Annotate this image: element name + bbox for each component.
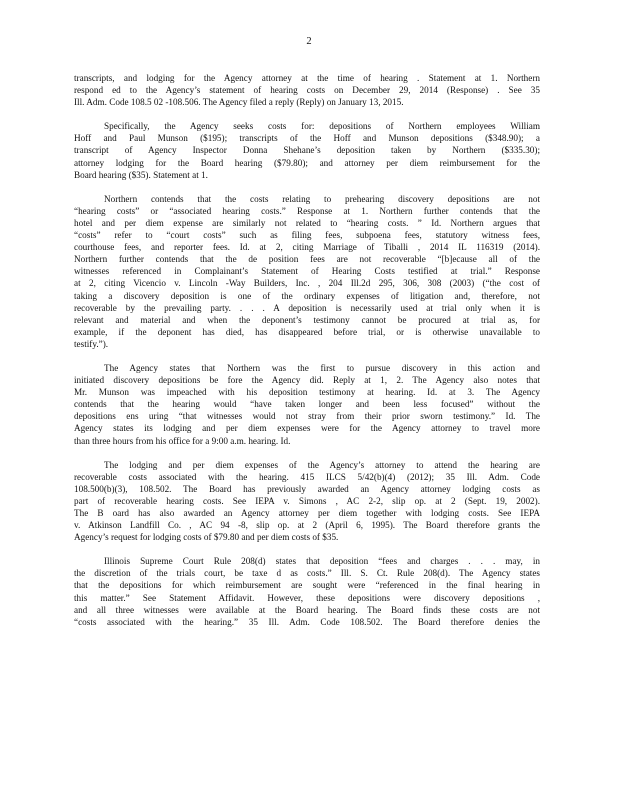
text-line: Mr. Munson was impeached with his deposition testimony at hearing. Id. at 3. The Agency <box>74 387 540 398</box>
text-line: v. Atkinson Landfill Co. , AC 94 -8, slip op. at 2 (April 6, 1995). The Board therefore grants the <box>74 520 540 531</box>
text-line: Agency states its lodging and per diem expenses were for the Agency attorney to travel more <box>74 423 540 434</box>
text-line: Specifically, the Agency seeks costs for: depositions of Northern employees William <box>104 121 540 132</box>
page-number: 2 <box>306 36 312 47</box>
text-line: testify.”). <box>74 338 109 349</box>
text-line: Agency’s request for lodging costs of $79.80 and per diem costs of $35. <box>74 532 339 543</box>
text-line: hotel and per diem expense are similarly not related to “hearing costs. ” Id. Northern argues that <box>74 217 540 228</box>
text-line: courthouse fees, and reporter fees. Id. at 2, citing Marriage of Tiballi , 2014 IL 116319 (2014). <box>74 242 540 253</box>
paragraph <box>74 555 540 628</box>
paragraph <box>74 120 540 180</box>
text-line: at 2, citing Vicencio v. Lincoln -Way Builders, Inc. , 204 Ill.2d 295, 306, 308 (2003) (“the cost of <box>74 278 540 289</box>
text-line: recoverable by the prevailing party. . . . A deposition is necessarily used at trial only when it is <box>74 302 540 313</box>
text-line: and all three witnesses were available at the Board hearing. The Board finds these costs are not <box>74 604 540 615</box>
text-line: Board hearing ($35). Statement at 1. <box>74 169 208 180</box>
text-line: initiated discovery depositions be fore the Agency did. Reply at 1, 2. The Agency also notes that <box>74 375 540 386</box>
text-line: respond ed to the Agency’s statement of hearing costs on December 29, 2014 (Response) . See 35 <box>74 85 540 96</box>
text-line: than three hours from his office for a 9:00 a.m. hearing. Id. <box>74 435 291 446</box>
text-line: The Agency states that Northern was the first to pursue discovery in this action and <box>104 362 540 373</box>
text-line: Northern further contends that the de position fees are not recoverable “[b]ecause all of the <box>74 254 540 265</box>
text-line: depositions ens uring “that witnesses would not stray from their prior sworn testimony.” Id. The <box>74 411 540 422</box>
text-line: The lodging and per diem expenses of the Agency’s attorney to attend the hearing are <box>104 459 540 470</box>
text-line: taking a discovery deposition is one of the ordinary expenses of litigation and, therefore, not <box>74 290 540 301</box>
text-line: “hearing costs” or “associated hearing costs.” Response at 1. Northern further contends that the <box>74 205 540 216</box>
text-line: The B oard has also awarded an Agency attorney per diem together with lodging costs. See IEPA <box>74 508 540 518</box>
paragraph <box>74 459 540 544</box>
text-line: attorney lodging for the Board hearing ($79.80); and attorney per diem reimbursement for the <box>74 157 540 168</box>
document-body <box>74 72 540 640</box>
text-line: the discretion of the trials court, be taxe d as costs.” Ill. S. Ct. Rule 208(d). The Agency states <box>74 568 540 579</box>
text-line: Ill. Adm. Code 108.5 02 -108.506. The Agency filed a reply (Reply) on January 13, 2015. <box>74 97 404 108</box>
paragraph <box>74 72 540 108</box>
text-line: this matter.” See Statement Affidavit. However, these depositions were discovery depositions , <box>74 592 540 603</box>
text-line: Hoff and Paul Munson ($195); transcripts of the Hoff and Munson depositions ($348.90); a <box>74 133 540 144</box>
text-line: “costs” refer to “court costs” such as filing fees, subpoena fees, statutory witness fees, <box>74 230 540 241</box>
text-line: part of recoverable hearing costs. See IEPA v. Simons , AC 2-2, slip op. at 2 (Sept. 19, 2002). <box>74 495 540 506</box>
text-line: transcripts, and lodging for the Agency attorney at the time of hearing . Statement at 1. Northern <box>74 73 540 83</box>
text-line: example, if the deponent has died, has disappeared before trial, or is otherwise unavailable to <box>74 326 540 337</box>
text-line: 108.500(b)(3), 108.502. The Board has previously awarded an Agency attorney lodging costs as <box>74 483 540 494</box>
text-line: transcript of Agency Inspector Donna Shehane’s deposition taken by Northern ($335.30); <box>74 145 540 156</box>
text-line: Northern contends that the costs relating to prehearing discovery depositions are not <box>104 193 540 204</box>
text-line: that the depositions for which reimbursement are sought were “referenced in the final hearing in <box>74 580 540 591</box>
text-line: “costs associated with the hearing.” 35 Ill. Adm. Code 108.502. The Board therefore denies the <box>74 616 540 627</box>
text-line: recoverable costs associated with the hearing. 415 ILCS 5/42(b)(4) (2012); 35 Ill. Adm. Code <box>74 471 540 482</box>
paragraph <box>74 193 540 350</box>
text-line: relevant and material and when the deponent’s testimony cannot be procured at trial as, for <box>74 314 540 325</box>
text-line: contends that the hearing would “have taken longer and been less focused” without the <box>74 399 540 410</box>
text-line: witnesses referenced in Complainant’s Statement of Hearing Costs testified at trial.” Response <box>74 266 540 277</box>
text-line: Illinois Supreme Court Rule 208(d) states that deposition “fees and charges . . . may, in <box>104 556 540 567</box>
paragraph <box>74 362 540 447</box>
